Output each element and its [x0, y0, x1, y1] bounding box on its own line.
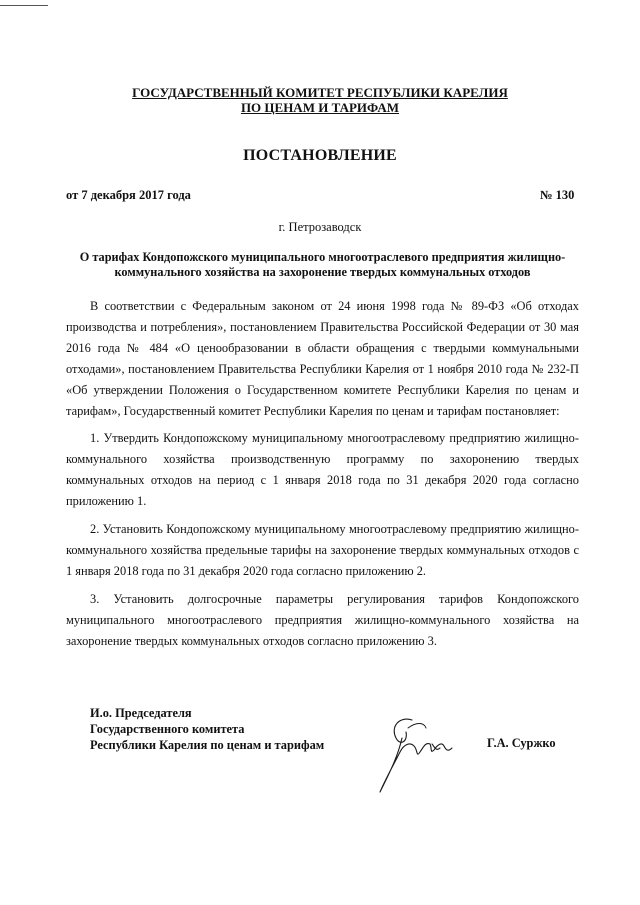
authority-header [0, 85, 640, 115]
signatory-name: Г.А. Суржко [487, 736, 556, 750]
resolution-item-1: 1. Утвердить Кондопожскому муниципальному многоотраслевому предприятию жилищно-коммунального хозяйства производственную программу по захоронению твердых коммунальных отходов на период с 1 января 2018 года по 31 декабря 2020 года согласно приложению 1. [66, 431, 579, 509]
document-city: г. Петрозаводск [278, 220, 362, 234]
signatory-line3: Республики Карелия по ценам и тарифам [90, 738, 325, 752]
signatory-title [90, 705, 324, 753]
document-type: ПОСТАНОВЛЕНИЕ [243, 147, 397, 164]
document-number: № 130 [540, 188, 575, 202]
handwritten-signature [372, 708, 462, 798]
authority-name-line1: ГОСУДАРСТВЕННЫЙ КОМИТЕТ РЕСПУБЛИКИ КАРЕЛИЯ [132, 85, 508, 100]
corner-divider [0, 5, 48, 6]
authority-name-line2: ПО ЦЕНАМ И ТАРИФАМ [240, 100, 400, 115]
resolution-item-2: 2. Установить Кондопожскому муниципальному многоотраслевому предприятию жилищно-коммунального хозяйства предельные тарифы на захоронение твердых коммунальных отходов с 1 января 2018 года по 31 декабря 2020 года согласно приложению 2. [66, 522, 579, 578]
signatory-line2: Государственного комитета [90, 722, 245, 736]
document-date: от 7 декабря 2017 года [66, 188, 191, 202]
document-body [66, 296, 579, 652]
signatory-line1: И.о. Председателя [90, 706, 192, 720]
preamble-paragraph: В соответствии с Федеральным законом от 24 июня 1998 года № 89-ФЗ «Об отходах производства и потребления», постановлением Правительства Российской Федерации от 30 мая 2016 года № 484 «О ценообразовании в области обращения с твердыми коммунальными отходами», постановлением Правительства Республики Карелия от 1 ноября 2010 года № 232-П «Об утверждении Положения о Государственном комитете Республики Карелия по ценам и тарифам», Государственный комитет Республики Карелия по ценам и тарифам постановляет: [66, 299, 579, 418]
resolution-item-3: 3. Установить долгосрочные параметры регулирования тарифов Кондопожского муниципального многоотраслевого предприятия жилищно-коммунального хозяйства на захоронение твердых коммунальных отходов согласно приложению 3. [66, 591, 579, 648]
document-subject: О тарифах Кондопожского муниципального многоотраслевого предприятия жилищно-коммунального хозяйства на захоронение твердых коммунальных отходов [79, 250, 566, 279]
